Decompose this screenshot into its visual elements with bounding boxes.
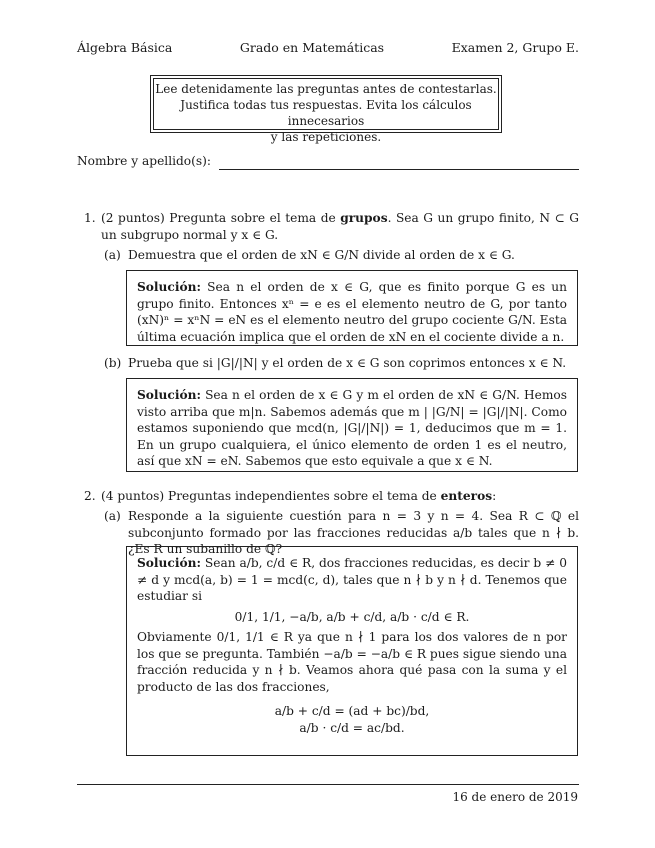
solution-2a-paragraph-1: Sean a/b, c/d ∈ R, dos fracciones reducidas, es decir b ≠ 0 ≠ d y mcd(a, b) = 1 = mcd(c, d), tales que n ∤ b y n ∤ d. Tenemos que estudiar si (137, 556, 567, 603)
instructions-line-3: y las repeticiones. (270, 130, 382, 144)
solution-2a-equation-1: 0/1, 1/1, −a/b, a/b + c/d, a/b · c/d ∈ R. (234, 609, 470, 624)
solution-1a-title: Solución: (137, 280, 201, 294)
solution-1b-title: Solución: (137, 388, 201, 402)
solution-2a-title: Solución: (137, 556, 201, 570)
question-1a: (a) Demuestra que el orden de xN ∈ G/N divide al orden de x ∈ G. (104, 247, 579, 264)
instructions-line-1: Lee detenidamente las preguntas antes de contestarlas. (155, 82, 497, 96)
name-field-row (77, 153, 579, 170)
solution-2a-box (126, 546, 578, 756)
question-2 (77, 488, 579, 505)
question-2-topic: enteros (440, 489, 493, 503)
question-1a-text: Demuestra que el orden de xN ∈ G/N divide al orden de x ∈ G. (128, 248, 515, 262)
page-header (77, 40, 579, 58)
header-exam: Examen 2, Grupo E. (451, 40, 579, 55)
name-label: Nombre y apellido(s): (77, 154, 212, 168)
instructions-line-2: Justifica todas tus respuestas. Evita los cálculos innecesarios (180, 98, 472, 128)
solution-2a-paragraph-2: Obviamente 0/1, 1/1 ∈ R ya que n ∤ 1 para los dos valores de n por los que se pregunta. También −a/b = −a/b ∈ R pues sigue siendo una fracción reducida y n ∤ b. Veamos ahora qué pasa con la suma y el producto de las dos fracciones, (137, 630, 567, 694)
question-1-text: (2 puntos) Pregunta sobre el tema de grupos. Sea G un grupo finito, N ⊂ G un subgrupo normal y x ∈ G. (101, 211, 580, 242)
header-course: Álgebra Básica (77, 40, 173, 55)
question-2-text: (4 puntos) Preguntas independientes sobre el tema de enteros: (101, 489, 497, 503)
question-1-number: 1. (84, 211, 96, 225)
footer-date: 16 de enero de 2019 (452, 790, 578, 804)
question-2a-text: Responde a la siguiente cuestión para n = 3 y n = 4. Sea R ⊂ ℚ el subconjunto formado por las fracciones reducidas a/b tales que n ∤ b. ¿Es R un subanillo de ℚ? (128, 509, 579, 556)
solution-1a-text: Sea n el orden de x ∈ G, que es finito porque G es un grupo finito. Entonces xⁿ = e es el elemento neutro de G, por tanto (xN)ⁿ = xⁿN = eN es el elemento neutro del grupo cociente G/N. Esta última ecuación implica que el orden de xN en el cociente divide a n. (137, 280, 567, 344)
question-1 (77, 210, 579, 243)
question-1b: (b) Prueba que si |G|/|N| y el orden de x ∈ G son coprimos entonces x ∈ N. (104, 355, 579, 372)
solution-2a-equation-3: a/b · c/d = ac/bd. (299, 720, 405, 735)
question-1b-text: Prueba que si |G|/|N| y el orden de x ∈ G son coprimos entonces x ∈ N. (128, 356, 567, 370)
question-2-number: 2. (84, 489, 96, 503)
solution-1b-text: Sea n el orden de x ∈ G y m el orden de xN ∈ G/N. Hemos visto arriba que m|n. Sabemos además que m | |G/N| = |G|/|N|. Como estamos suponiendo que mcd(n, |G|/|N|) = 1, deducimos que m = 1. En un grupo cualquiera, el único elemento de orden 1 es el neutro, así que xN = eN. Sabemos que esto equivale a que x ∈ N. (137, 388, 567, 468)
name-blank-line (219, 157, 579, 170)
header-degree: Grado en Matemáticas (239, 40, 385, 55)
question-1-topic: grupos (340, 211, 388, 225)
solution-2a-equation-2: a/b + c/d = (ad + bc)/bd, (274, 704, 430, 718)
footer-rule (77, 784, 579, 785)
solution-1b-box (126, 378, 578, 472)
instructions-box (150, 75, 502, 144)
solution-1a-box (126, 270, 578, 346)
question-2a: (a) Responde a la siguiente cuestión para n = 3 y n = 4. Sea R ⊂ ℚ el subconjunto formado por las fracciones reducidas a/b tales que n ∤ b. ¿Es R un subanillo de ℚ? (104, 509, 579, 556)
